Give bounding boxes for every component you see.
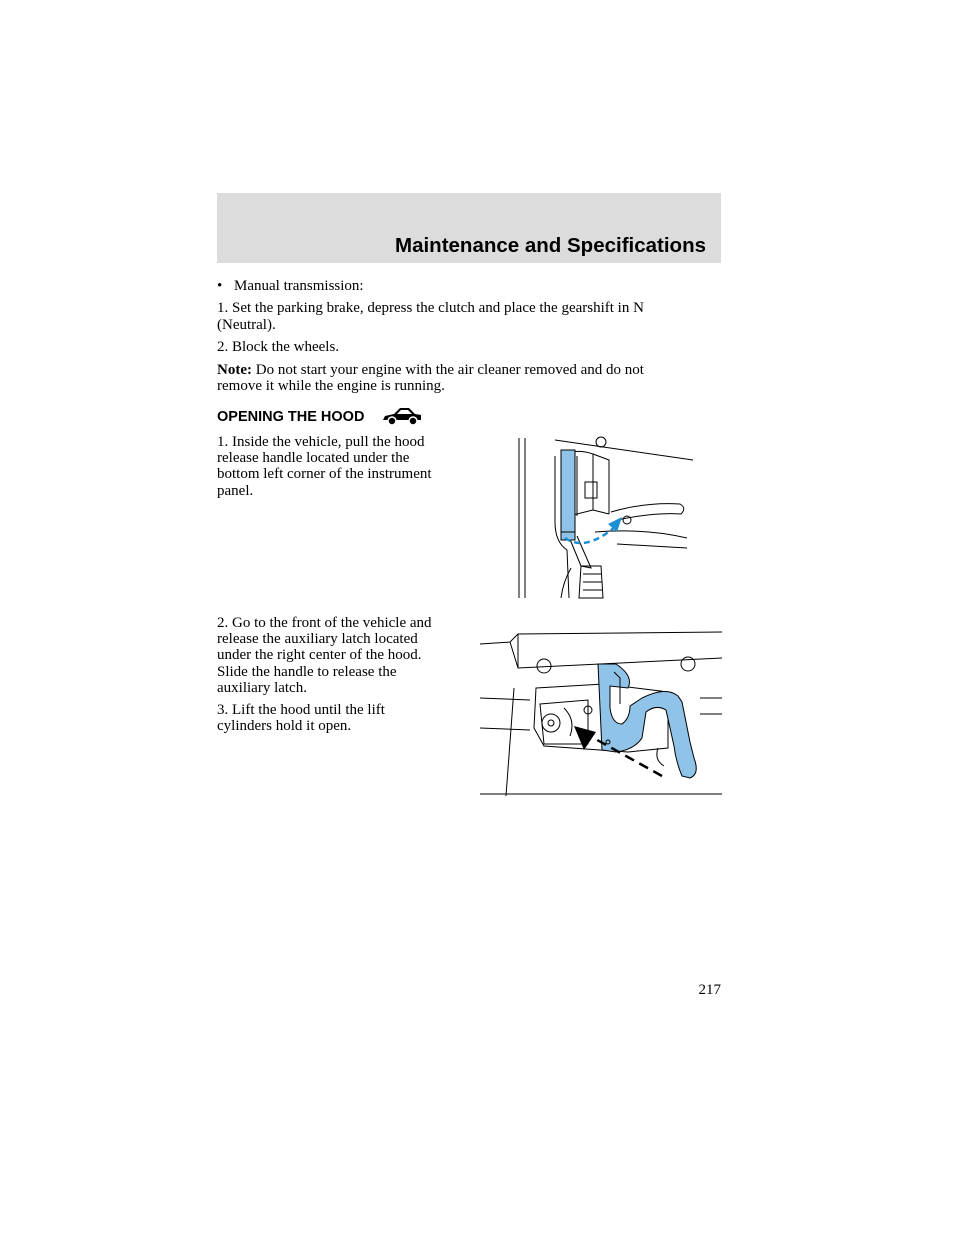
manual-step-1-line-2: (Neutral). <box>217 317 276 333</box>
hood-step-1-line-2: release handle located under the <box>217 450 410 466</box>
section-title: Maintenance and Specifications <box>395 234 706 257</box>
bullet-manual-transmission <box>217 278 364 295</box>
section-header-band <box>217 193 721 263</box>
manual-step-1-line-1: 1. Set the parking brake, depress the clutch and place the gearshift in N <box>217 300 644 316</box>
hood-step-2-line-3: under the right center of the hood. <box>217 647 422 663</box>
hood-step-1-line-4: panel. <box>217 483 254 499</box>
section-heading-opening-hood: OPENING THE HOOD <box>217 409 365 425</box>
hood-step-3-line-2: cylinders hold it open. <box>217 718 352 734</box>
note-text: Do not start your engine with the air cleaner removed and do not <box>251 362 644 378</box>
hood-step-2-line-5: auxiliary latch. <box>217 680 307 696</box>
note-line-1 <box>217 362 644 379</box>
bullet-dot-icon: • <box>217 278 223 294</box>
page-number: 217 <box>698 982 721 998</box>
hood-step-2-line-1: 2. Go to the front of the vehicle and <box>217 615 432 631</box>
hood-step-3-line-1: 3. Lift the hood until the lift <box>217 702 385 718</box>
hood-step-2-line-2: release the auxiliary latch located <box>217 631 418 647</box>
car-hood-icon <box>381 405 423 427</box>
bullet-text: Manual transmission: <box>234 278 364 294</box>
hood-step-1-line-3: bottom left corner of the instrument <box>217 466 432 482</box>
note-label: Note: <box>217 362 252 378</box>
auxiliary-latch-illustration <box>478 628 724 800</box>
manual-step-2: 2. Block the wheels. <box>217 339 340 355</box>
note-line-2: remove it while the engine is running. <box>217 378 445 394</box>
hood-step-2-line-4: Slide the handle to release the <box>217 664 397 680</box>
hood-release-handle-illustration <box>505 432 695 602</box>
hood-step-1-line-1: 1. Inside the vehicle, pull the hood <box>217 434 425 450</box>
